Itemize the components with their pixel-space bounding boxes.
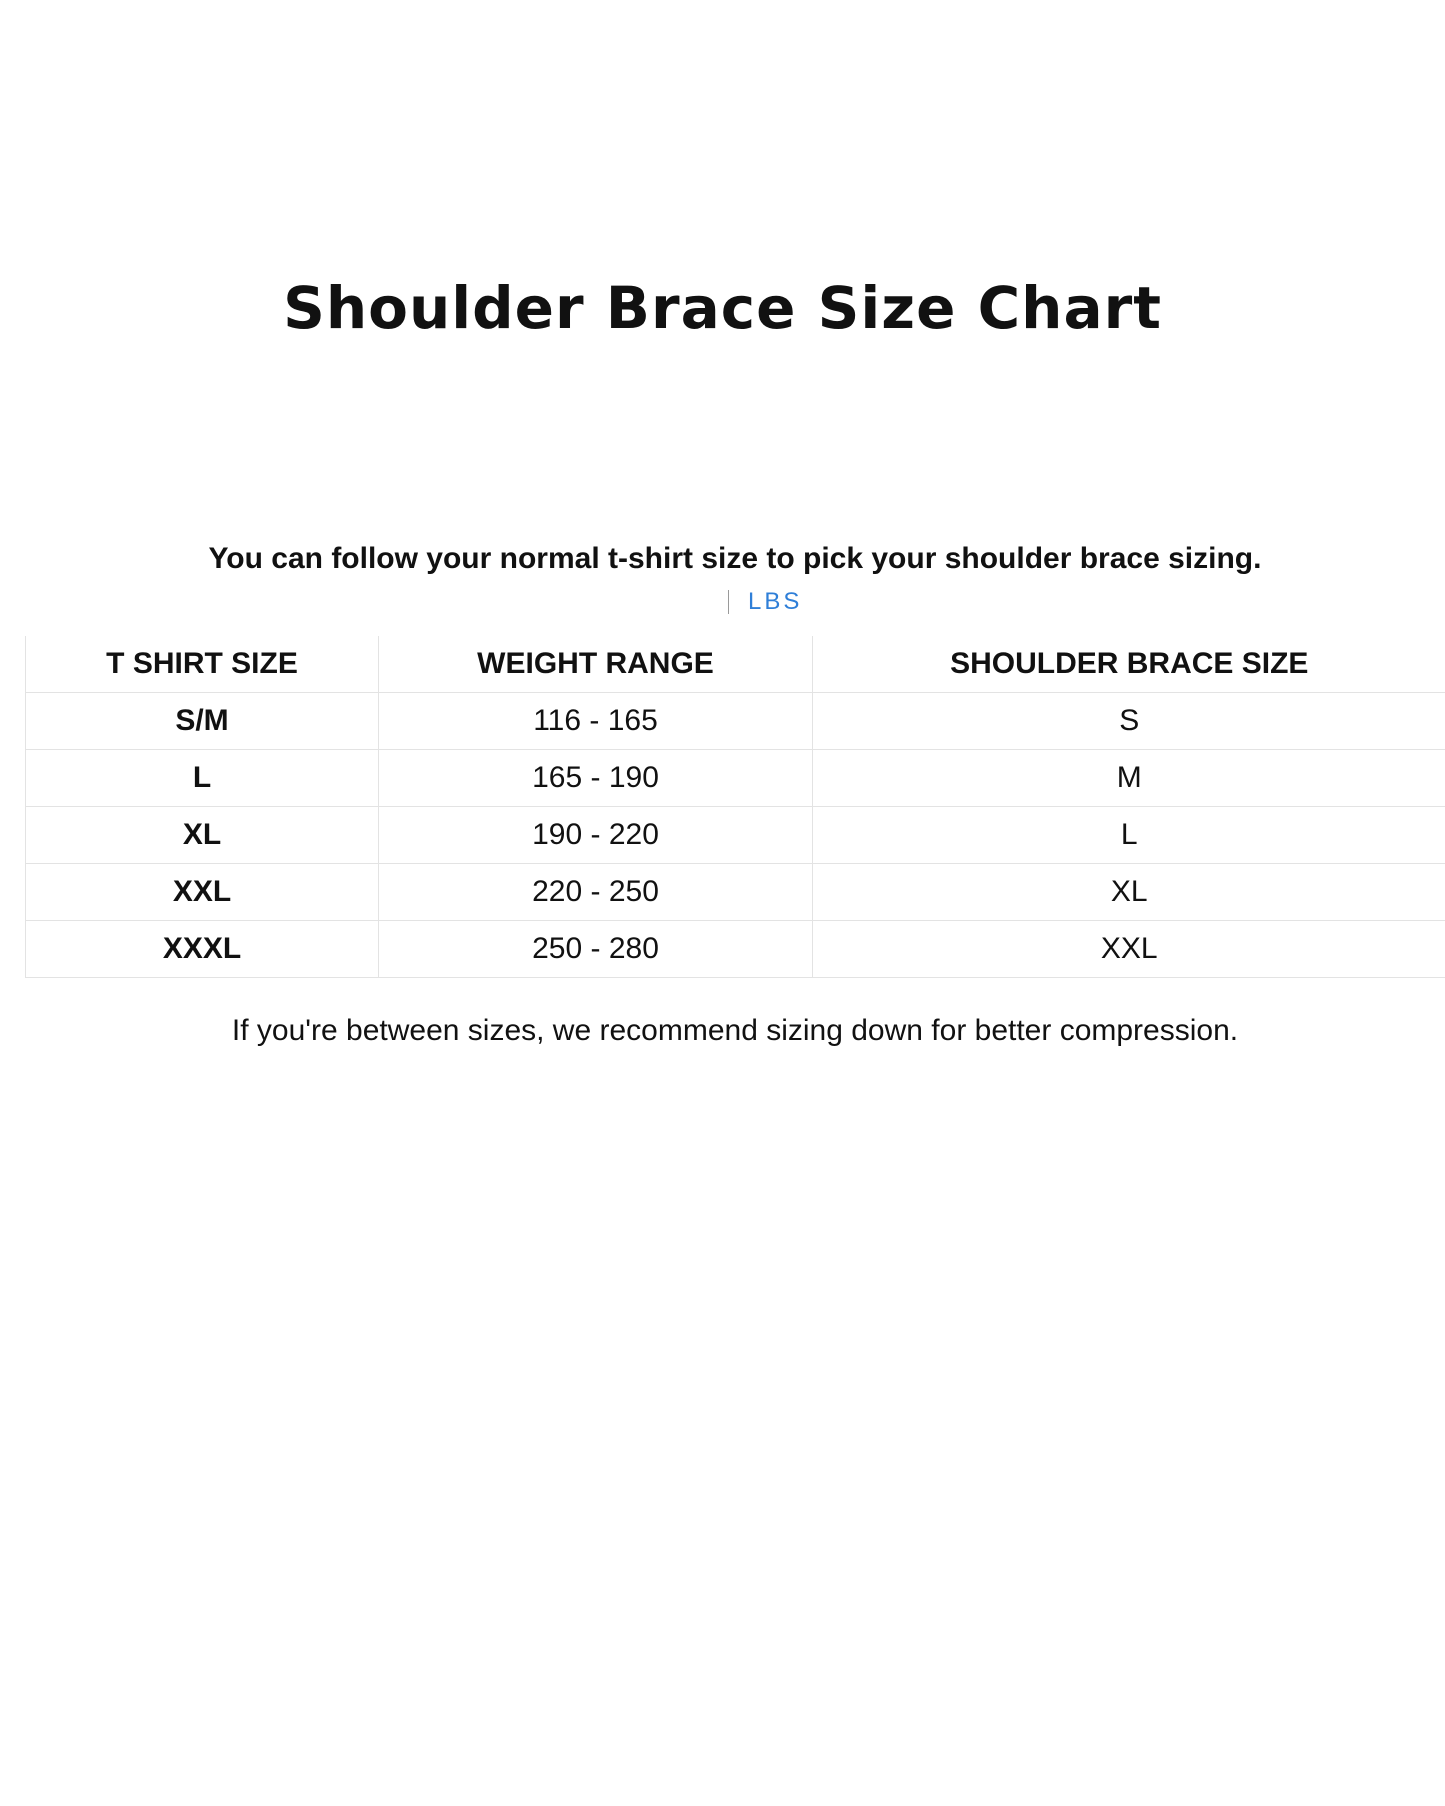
t-shirt-size-cell: XXL: [26, 864, 379, 921]
weight-range-cell: 250 - 280: [379, 921, 813, 978]
intro-text: You can follow your normal t-shirt size to pick your shoulder brace sizing.: [208, 542, 1262, 575]
brace-size-cell: XL: [813, 864, 1445, 921]
table-row: [26, 807, 1445, 864]
page-title: Shoulder Brace Size Chart: [283, 274, 1162, 342]
unit-divider: [728, 590, 729, 614]
table-row: [26, 693, 1445, 750]
size-table: [25, 636, 1445, 978]
sizing-note: If you're between sizes, we recommend sizing down for better compression.: [231, 1014, 1239, 1047]
weight-range-cell: 116 - 165: [379, 693, 813, 750]
table-row: [26, 750, 1445, 807]
table-header-row: [26, 636, 1445, 693]
brace-size-cell: M: [813, 750, 1445, 807]
weight-range-cell: 190 - 220: [379, 807, 813, 864]
brace-size-cell: L: [813, 807, 1445, 864]
header-t-shirt-size: T SHIRT SIZE: [26, 636, 379, 693]
unit-lbs-link[interactable]: LBS: [748, 588, 803, 615]
t-shirt-size-cell: XXXL: [26, 921, 379, 978]
brace-size-cell: S: [813, 693, 1445, 750]
t-shirt-size-cell: L: [26, 750, 379, 807]
t-shirt-size-cell: S/M: [26, 693, 379, 750]
table-row: [26, 921, 1445, 978]
weight-range-cell: 165 - 190: [379, 750, 813, 807]
t-shirt-size-cell: XL: [26, 807, 379, 864]
unit-switch: [728, 585, 802, 619]
table-row: [26, 864, 1445, 921]
header-weight-range: WEIGHT RANGE: [379, 636, 813, 693]
weight-range-cell: 220 - 250: [379, 864, 813, 921]
header-shoulder-brace-size: SHOULDER BRACE SIZE: [813, 636, 1445, 693]
brace-size-cell: XXL: [813, 921, 1445, 978]
